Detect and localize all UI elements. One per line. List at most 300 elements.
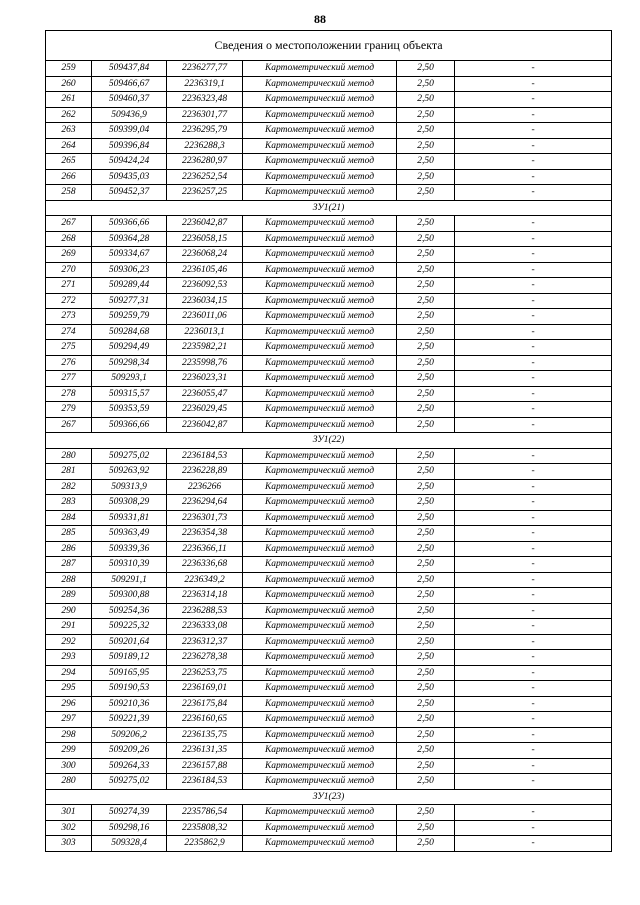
accuracy-cell: 2,50 (397, 123, 455, 139)
section-label: ЗУ1(23) (46, 789, 612, 805)
section-row (46, 200, 612, 216)
description-cell: - (455, 231, 612, 247)
table-row (46, 588, 612, 604)
y-coordinate-cell: 2236336,68 (167, 557, 243, 573)
y-coordinate-cell: 2236252,54 (167, 169, 243, 185)
x-coordinate-cell: 509436,9 (92, 107, 167, 123)
y-coordinate-cell: 2236354,38 (167, 526, 243, 542)
description-cell: - (455, 665, 612, 681)
table-row (46, 231, 612, 247)
description-cell: - (455, 386, 612, 402)
method-cell: Картометрический метод (243, 805, 397, 821)
x-coordinate-cell: 509313,9 (92, 479, 167, 495)
point-number-cell: 283 (46, 495, 92, 511)
accuracy-cell: 2,50 (397, 588, 455, 604)
section-label: ЗУ1(21) (46, 200, 612, 216)
description-cell: - (455, 340, 612, 356)
accuracy-cell: 2,50 (397, 169, 455, 185)
y-coordinate-cell: 2236266 (167, 479, 243, 495)
x-coordinate-cell: 509366,66 (92, 216, 167, 232)
x-coordinate-cell: 509201,64 (92, 634, 167, 650)
accuracy-cell: 2,50 (397, 526, 455, 542)
x-coordinate-cell: 509339,36 (92, 541, 167, 557)
point-number-cell: 263 (46, 123, 92, 139)
table-row (46, 448, 612, 464)
table-row (46, 216, 612, 232)
point-number-cell: 280 (46, 448, 92, 464)
x-coordinate-cell: 509210,36 (92, 696, 167, 712)
point-number-cell: 275 (46, 340, 92, 356)
point-number-cell: 284 (46, 510, 92, 526)
table-row (46, 479, 612, 495)
table-title: Сведения о местоположении границ объекта (46, 31, 612, 61)
y-coordinate-cell: 2236011,06 (167, 309, 243, 325)
method-cell: Картометрический метод (243, 123, 397, 139)
method-cell: Картометрический метод (243, 619, 397, 635)
accuracy-cell: 2,50 (397, 371, 455, 387)
description-cell: - (455, 309, 612, 325)
method-cell: Картометрический метод (243, 634, 397, 650)
table-row (46, 743, 612, 759)
method-cell: Картометрический метод (243, 495, 397, 511)
description-cell: - (455, 123, 612, 139)
point-number-cell: 269 (46, 247, 92, 263)
description-cell: - (455, 61, 612, 77)
y-coordinate-cell: 2236034,15 (167, 293, 243, 309)
accuracy-cell: 2,50 (397, 727, 455, 743)
description-cell: - (455, 247, 612, 263)
description-cell: - (455, 402, 612, 418)
y-coordinate-cell: 2236278,38 (167, 650, 243, 666)
description-cell: - (455, 169, 612, 185)
page-number: 88 (314, 12, 326, 26)
y-coordinate-cell: 2235982,21 (167, 340, 243, 356)
y-coordinate-cell: 2236288,3 (167, 138, 243, 154)
y-coordinate-cell: 2236131,35 (167, 743, 243, 759)
description-cell: - (455, 293, 612, 309)
x-coordinate-cell: 509259,79 (92, 309, 167, 325)
x-coordinate-cell: 509291,1 (92, 572, 167, 588)
description-cell: - (455, 588, 612, 604)
table-row (46, 541, 612, 557)
x-coordinate-cell: 509300,88 (92, 588, 167, 604)
accuracy-cell: 2,50 (397, 479, 455, 495)
description-cell: - (455, 262, 612, 278)
description-cell: - (455, 712, 612, 728)
point-number-cell: 272 (46, 293, 92, 309)
x-coordinate-cell: 509189,12 (92, 650, 167, 666)
x-coordinate-cell: 509298,16 (92, 820, 167, 836)
y-coordinate-cell: 2236319,1 (167, 76, 243, 92)
table-row (46, 123, 612, 139)
accuracy-cell: 2,50 (397, 355, 455, 371)
x-coordinate-cell: 509328,4 (92, 836, 167, 852)
accuracy-cell: 2,50 (397, 805, 455, 821)
table-row (46, 309, 612, 325)
point-number-cell: 266 (46, 169, 92, 185)
point-number-cell: 264 (46, 138, 92, 154)
x-coordinate-cell: 509225,32 (92, 619, 167, 635)
x-coordinate-cell: 509460,37 (92, 92, 167, 108)
x-coordinate-cell: 509315,57 (92, 386, 167, 402)
method-cell: Картометрический метод (243, 107, 397, 123)
table-row (46, 712, 612, 728)
description-cell: - (455, 681, 612, 697)
description-cell: - (455, 495, 612, 511)
table-row (46, 836, 612, 852)
point-number-cell: 273 (46, 309, 92, 325)
x-coordinate-cell: 509466,67 (92, 76, 167, 92)
description-cell: - (455, 526, 612, 542)
point-number-cell: 286 (46, 541, 92, 557)
accuracy-cell: 2,50 (397, 696, 455, 712)
y-coordinate-cell: 2236135,75 (167, 727, 243, 743)
boundary-coordinates-table (45, 30, 612, 852)
x-coordinate-cell: 509424,24 (92, 154, 167, 170)
description-cell: - (455, 758, 612, 774)
method-cell: Картометрический метод (243, 758, 397, 774)
table-row (46, 247, 612, 263)
accuracy-cell: 2,50 (397, 510, 455, 526)
y-coordinate-cell: 2236157,88 (167, 758, 243, 774)
y-coordinate-cell: 2236042,87 (167, 216, 243, 232)
table-row (46, 634, 612, 650)
y-coordinate-cell: 2236042,87 (167, 417, 243, 433)
x-coordinate-cell: 509435,03 (92, 169, 167, 185)
description-cell: - (455, 634, 612, 650)
method-cell: Картометрический метод (243, 231, 397, 247)
y-coordinate-cell: 2236301,77 (167, 107, 243, 123)
description-cell: - (455, 324, 612, 340)
x-coordinate-cell: 509264,33 (92, 758, 167, 774)
y-coordinate-cell: 2236253,75 (167, 665, 243, 681)
method-cell: Картометрический метод (243, 510, 397, 526)
method-cell: Картометрический метод (243, 92, 397, 108)
x-coordinate-cell: 509366,66 (92, 417, 167, 433)
x-coordinate-cell: 509254,36 (92, 603, 167, 619)
method-cell: Картометрический метод (243, 138, 397, 154)
accuracy-cell: 2,50 (397, 417, 455, 433)
x-coordinate-cell: 509190,53 (92, 681, 167, 697)
method-cell: Картометрический метод (243, 386, 397, 402)
accuracy-cell: 2,50 (397, 820, 455, 836)
description-cell: - (455, 510, 612, 526)
x-coordinate-cell: 509396,84 (92, 138, 167, 154)
accuracy-cell: 2,50 (397, 216, 455, 232)
y-coordinate-cell: 2236349,2 (167, 572, 243, 588)
method-cell: Картометрический метод (243, 340, 397, 356)
method-cell: Картометрический метод (243, 355, 397, 371)
method-cell: Картометрический метод (243, 169, 397, 185)
method-cell: Картометрический метод (243, 464, 397, 480)
description-cell: - (455, 216, 612, 232)
y-coordinate-cell: 2236160,65 (167, 712, 243, 728)
method-cell: Картометрический метод (243, 371, 397, 387)
point-number-cell: 271 (46, 278, 92, 294)
point-number-cell: 261 (46, 92, 92, 108)
section-row (46, 433, 612, 449)
x-coordinate-cell: 509298,34 (92, 355, 167, 371)
method-cell: Картометрический метод (243, 479, 397, 495)
point-number-cell: 258 (46, 185, 92, 201)
accuracy-cell: 2,50 (397, 340, 455, 356)
y-coordinate-cell: 2236323,48 (167, 92, 243, 108)
accuracy-cell: 2,50 (397, 495, 455, 511)
point-number-cell: 278 (46, 386, 92, 402)
point-number-cell: 302 (46, 820, 92, 836)
x-coordinate-cell: 509221,39 (92, 712, 167, 728)
x-coordinate-cell: 509165,95 (92, 665, 167, 681)
x-coordinate-cell: 509399,04 (92, 123, 167, 139)
point-number-cell: 270 (46, 262, 92, 278)
accuracy-cell: 2,50 (397, 278, 455, 294)
table-row (46, 417, 612, 433)
method-cell: Картометрический метод (243, 448, 397, 464)
accuracy-cell: 2,50 (397, 464, 455, 480)
table-row (46, 154, 612, 170)
x-coordinate-cell: 509294,49 (92, 340, 167, 356)
table-row (46, 681, 612, 697)
y-coordinate-cell: 2236029,45 (167, 402, 243, 418)
point-number-cell: 293 (46, 650, 92, 666)
table-row (46, 92, 612, 108)
description-cell: - (455, 185, 612, 201)
table-row (46, 572, 612, 588)
point-number-cell: 274 (46, 324, 92, 340)
point-number-cell: 281 (46, 464, 92, 480)
point-number-cell: 295 (46, 681, 92, 697)
table-row (46, 464, 612, 480)
accuracy-cell: 2,50 (397, 324, 455, 340)
y-coordinate-cell: 2236366,11 (167, 541, 243, 557)
method-cell: Картометрический метод (243, 278, 397, 294)
accuracy-cell: 2,50 (397, 634, 455, 650)
table-row (46, 665, 612, 681)
point-number-cell: 260 (46, 76, 92, 92)
accuracy-cell: 2,50 (397, 107, 455, 123)
method-cell: Картометрический метод (243, 820, 397, 836)
point-number-cell: 291 (46, 619, 92, 635)
point-number-cell: 294 (46, 665, 92, 681)
method-cell: Картометрический метод (243, 76, 397, 92)
accuracy-cell: 2,50 (397, 557, 455, 573)
method-cell: Картометрический метод (243, 681, 397, 697)
x-coordinate-cell: 509275,02 (92, 774, 167, 790)
method-cell: Картометрический метод (243, 836, 397, 852)
accuracy-cell: 2,50 (397, 138, 455, 154)
y-coordinate-cell: 2236058,15 (167, 231, 243, 247)
accuracy-cell: 2,50 (397, 448, 455, 464)
description-cell: - (455, 76, 612, 92)
table-row (46, 169, 612, 185)
x-coordinate-cell: 509308,29 (92, 495, 167, 511)
point-number-cell: 285 (46, 526, 92, 542)
description-cell: - (455, 464, 612, 480)
x-coordinate-cell: 509437,84 (92, 61, 167, 77)
table-row (46, 262, 612, 278)
description-cell: - (455, 371, 612, 387)
table-row (46, 495, 612, 511)
point-number-cell: 287 (46, 557, 92, 573)
method-cell: Картометрический метод (243, 603, 397, 619)
point-number-cell: 282 (46, 479, 92, 495)
y-coordinate-cell: 2236280,97 (167, 154, 243, 170)
point-number-cell: 288 (46, 572, 92, 588)
y-coordinate-cell: 2236055,47 (167, 386, 243, 402)
x-coordinate-cell: 509353,59 (92, 402, 167, 418)
y-coordinate-cell: 2236294,64 (167, 495, 243, 511)
description-cell: - (455, 820, 612, 836)
accuracy-cell: 2,50 (397, 774, 455, 790)
accuracy-cell: 2,50 (397, 262, 455, 278)
accuracy-cell: 2,50 (397, 92, 455, 108)
description-cell: - (455, 603, 612, 619)
x-coordinate-cell: 509452,37 (92, 185, 167, 201)
y-coordinate-cell: 2236312,37 (167, 634, 243, 650)
table-header-row (46, 31, 612, 61)
description-cell: - (455, 836, 612, 852)
table-row (46, 185, 612, 201)
table-row (46, 61, 612, 77)
table-row (46, 278, 612, 294)
table-row (46, 293, 612, 309)
method-cell: Картометрический метод (243, 247, 397, 263)
point-number-cell: 279 (46, 402, 92, 418)
description-cell: - (455, 138, 612, 154)
description-cell: - (455, 743, 612, 759)
x-coordinate-cell: 509206,2 (92, 727, 167, 743)
method-cell: Картометрический метод (243, 572, 397, 588)
table-row (46, 696, 612, 712)
method-cell: Картометрический метод (243, 712, 397, 728)
description-cell: - (455, 727, 612, 743)
table-row (46, 619, 612, 635)
x-coordinate-cell: 509293,1 (92, 371, 167, 387)
method-cell: Картометрический метод (243, 216, 397, 232)
y-coordinate-cell: 2235786,54 (167, 805, 243, 821)
accuracy-cell: 2,50 (397, 402, 455, 418)
y-coordinate-cell: 2235862,9 (167, 836, 243, 852)
table-row (46, 650, 612, 666)
table-row (46, 76, 612, 92)
table-row (46, 820, 612, 836)
accuracy-cell: 2,50 (397, 603, 455, 619)
description-cell: - (455, 619, 612, 635)
point-number-cell: 299 (46, 743, 92, 759)
y-coordinate-cell: 2236184,53 (167, 448, 243, 464)
x-coordinate-cell: 509306,23 (92, 262, 167, 278)
method-cell: Картометрический метод (243, 402, 397, 418)
x-coordinate-cell: 509274,39 (92, 805, 167, 821)
point-number-cell: 280 (46, 774, 92, 790)
x-coordinate-cell: 509363,49 (92, 526, 167, 542)
description-cell: - (455, 278, 612, 294)
accuracy-cell: 2,50 (397, 619, 455, 635)
accuracy-cell: 2,50 (397, 541, 455, 557)
accuracy-cell: 2,50 (397, 309, 455, 325)
x-coordinate-cell: 509209,26 (92, 743, 167, 759)
point-number-cell: 289 (46, 588, 92, 604)
point-number-cell: 298 (46, 727, 92, 743)
y-coordinate-cell: 2236092,53 (167, 278, 243, 294)
y-coordinate-cell: 2236288,53 (167, 603, 243, 619)
accuracy-cell: 2,50 (397, 665, 455, 681)
accuracy-cell: 2,50 (397, 386, 455, 402)
table-row (46, 758, 612, 774)
method-cell: Картометрический метод (243, 154, 397, 170)
description-cell: - (455, 805, 612, 821)
method-cell: Картометрический метод (243, 696, 397, 712)
table-row (46, 402, 612, 418)
description-cell: - (455, 479, 612, 495)
accuracy-cell: 2,50 (397, 650, 455, 666)
table-row (46, 805, 612, 821)
y-coordinate-cell: 2236295,79 (167, 123, 243, 139)
method-cell: Картометрический метод (243, 262, 397, 278)
table-row (46, 386, 612, 402)
y-coordinate-cell: 2236169,01 (167, 681, 243, 697)
point-number-cell: 267 (46, 216, 92, 232)
description-cell: - (455, 448, 612, 464)
point-number-cell: 276 (46, 355, 92, 371)
y-coordinate-cell: 2236301,73 (167, 510, 243, 526)
y-coordinate-cell: 2235808,32 (167, 820, 243, 836)
y-coordinate-cell: 2236023,31 (167, 371, 243, 387)
point-number-cell: 296 (46, 696, 92, 712)
x-coordinate-cell: 509364,28 (92, 231, 167, 247)
point-number-cell: 267 (46, 417, 92, 433)
accuracy-cell: 2,50 (397, 61, 455, 77)
method-cell: Картометрический метод (243, 61, 397, 77)
table-row (46, 774, 612, 790)
table-row (46, 510, 612, 526)
x-coordinate-cell: 509277,31 (92, 293, 167, 309)
y-coordinate-cell: 2236257,25 (167, 185, 243, 201)
accuracy-cell: 2,50 (397, 185, 455, 201)
description-cell: - (455, 541, 612, 557)
accuracy-cell: 2,50 (397, 572, 455, 588)
x-coordinate-cell: 509263,92 (92, 464, 167, 480)
table-row (46, 138, 612, 154)
y-coordinate-cell: 2236314,18 (167, 588, 243, 604)
method-cell: Картометрический метод (243, 293, 397, 309)
x-coordinate-cell: 509331,81 (92, 510, 167, 526)
description-cell: - (455, 557, 612, 573)
description-cell: - (455, 355, 612, 371)
table-row (46, 727, 612, 743)
table-row (46, 340, 612, 356)
table-body (46, 31, 612, 852)
method-cell: Картометрический метод (243, 727, 397, 743)
y-coordinate-cell: 2235998,76 (167, 355, 243, 371)
y-coordinate-cell: 2236184,53 (167, 774, 243, 790)
method-cell: Картометрический метод (243, 541, 397, 557)
method-cell: Картометрический метод (243, 665, 397, 681)
x-coordinate-cell: 509284,68 (92, 324, 167, 340)
table-row (46, 355, 612, 371)
method-cell: Картометрический метод (243, 309, 397, 325)
table-row (46, 526, 612, 542)
accuracy-cell: 2,50 (397, 293, 455, 309)
point-number-cell: 297 (46, 712, 92, 728)
point-number-cell: 262 (46, 107, 92, 123)
point-number-cell: 292 (46, 634, 92, 650)
method-cell: Картометрический метод (243, 743, 397, 759)
accuracy-cell: 2,50 (397, 76, 455, 92)
point-number-cell: 290 (46, 603, 92, 619)
accuracy-cell: 2,50 (397, 681, 455, 697)
y-coordinate-cell: 2236013,1 (167, 324, 243, 340)
